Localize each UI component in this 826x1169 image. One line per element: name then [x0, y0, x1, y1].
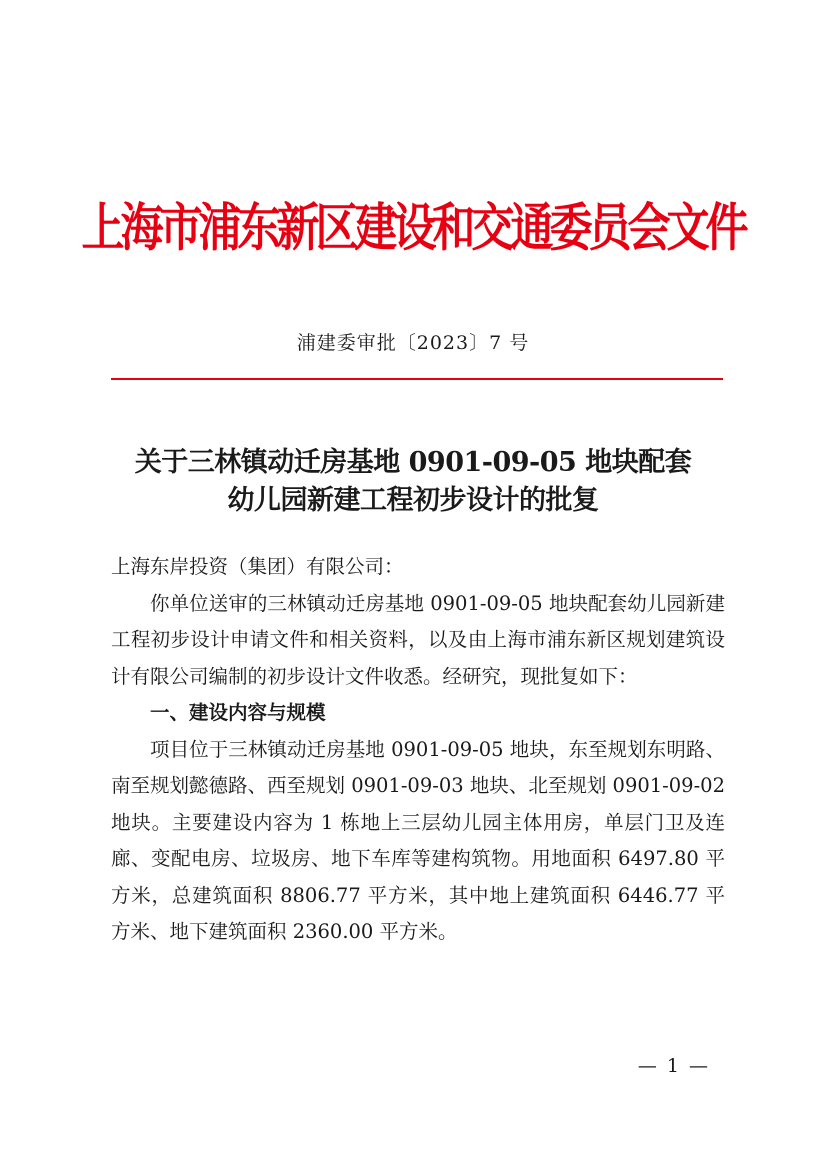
- title-line-1: 关于三林镇动迁房基地 0901-09-05 地块配套: [134, 447, 692, 478]
- salutation: 上海东岸投资（集团）有限公司：: [111, 555, 404, 578]
- red-divider-line: [111, 378, 723, 380]
- section-heading-1: 一、建设内容与规模: [150, 701, 326, 724]
- paragraph-scope: 项目位于三林镇动迁房基地 0901-09-05 地块，东至规划东明路、南至规划懿德路、西至规划 0901-09-03 地块、北至规划 0901-09-02 地块。主要建设内容为 1 栋地上三层幼儿园主体用房，单层门卫及连廊、变配电房、垃圾房、地下车库等建构筑物。用地面积 6497.80 平方米，总建筑面积 8806.77 平方米，其中地上建筑面积 6446.77 平方米、地下建筑面积 2360.00 平方米。: [111, 737, 725, 943]
- document-title: [90, 444, 736, 520]
- document-number: 浦建委审批〔2023〕7 号: [296, 332, 530, 354]
- document-body: [111, 549, 725, 951]
- masthead-title: 上海市浦东新区建设和交通委员会文件: [81, 198, 745, 259]
- paragraph-intro: 你单位送审的三林镇动迁房基地 0901-09-05 地块配套幼儿园新建工程初步设计申请文件和相关资料，以及由上海市浦东新区规划建筑设计有限公司编制的初步设计文件收悉。经研究，现批复如下：: [111, 591, 725, 688]
- title-line-2: 幼儿园新建工程初步设计的批复: [227, 485, 599, 516]
- page-number: — 1 —: [637, 1055, 710, 1077]
